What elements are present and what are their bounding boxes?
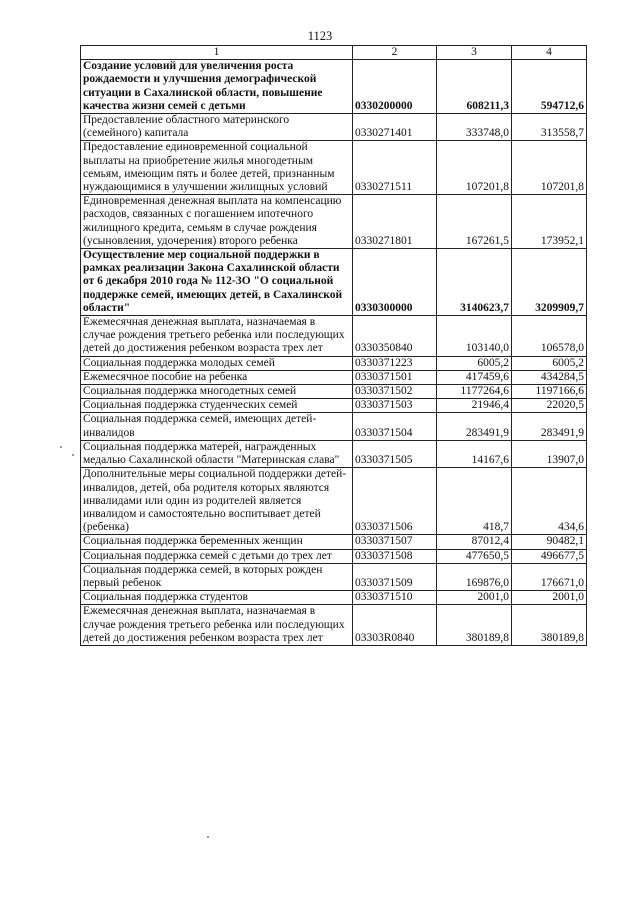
scan-speck [207, 836, 209, 838]
row-code: 0330200000 [353, 60, 437, 114]
row-name: Социальная поддержка семей с детьми до трех лет [81, 549, 353, 563]
row-code: 0330271511 [353, 141, 437, 195]
scan-speck [60, 446, 62, 448]
row-value-col4: 496677,5 [512, 549, 587, 563]
row-value-col4: 107201,8 [512, 141, 587, 195]
row-value-col4: 6005,2 [512, 356, 587, 370]
row-value-col4: 173952,1 [512, 195, 587, 249]
row-value-col4: 2001,0 [512, 591, 587, 605]
row-code: 0330271801 [353, 195, 437, 249]
row-code: 0330371501 [353, 370, 437, 384]
row-name: Ежемесячная денежная выплата, назначаемая в случае рождения третьего ребенка или последующих детей до достижения ребенком возраста трех лет [81, 316, 353, 357]
row-value-col4: 176671,0 [512, 563, 587, 590]
table-row [81, 60, 587, 114]
row-name: Предоставление единовременной социальной выплаты на приобретение жилья многодетным семьям, имеющим пять и более детей, признанным нуждающимися в улучшении жилищных условий [81, 141, 353, 195]
row-code: 03303R0840 [353, 605, 437, 646]
row-code: 0330371505 [353, 440, 437, 467]
budget-table [80, 45, 587, 646]
row-value-col3: 1177264,6 [437, 385, 512, 399]
row-code: 0330371506 [353, 468, 437, 535]
table-row [81, 370, 587, 384]
row-name: Социальная поддержка многодетных семей [81, 385, 353, 399]
row-code: 0330371223 [353, 356, 437, 370]
row-value-col3: 477650,5 [437, 549, 512, 563]
row-code: 0330371504 [353, 413, 437, 440]
table-row [81, 316, 587, 357]
row-name: Социальная поддержка семей, в которых рожден первый ребенок [81, 563, 353, 590]
row-code: 0330350840 [353, 316, 437, 357]
row-name: Ежемесячная денежная выплата, назначаемая в случае рождения третьего ребенка или последующих детей до достижения ребенком возраста трех лет [81, 605, 353, 646]
table-row [81, 468, 587, 535]
row-value-col4: 434,6 [512, 468, 587, 535]
column-header-4: 4 [512, 46, 587, 60]
row-name: Единовременная денежная выплата на компенсацию расходов, связанных с погашением ипотечного жилищного кредита, семьям в случае рождения (усыновления, удочерения) второго ребенка [81, 195, 353, 249]
row-value-col4: 283491,9 [512, 413, 587, 440]
table-row [81, 356, 587, 370]
scan-speck [72, 454, 74, 456]
row-value-col3: 2001,0 [437, 591, 512, 605]
row-name: Осуществление мер социальной поддержки в рамках реализации Закона Сахалинской области от 6 декабря 2010 года № 112-ЗО "О социальной поддержке семей, имеющих детей, в Сахалинской области" [81, 249, 353, 316]
row-code: 0330371509 [353, 563, 437, 590]
row-code: 0330371507 [353, 535, 437, 549]
row-name: Предоставление областного материнского (семейного) капитала [81, 114, 353, 141]
table-row [81, 605, 587, 646]
header-row [81, 46, 587, 60]
row-value-col3: 3140623,7 [437, 249, 512, 316]
table-row [81, 563, 587, 590]
row-name: Социальная поддержка беременных женщин [81, 535, 353, 549]
table-row [81, 114, 587, 141]
row-value-col3: 103140,0 [437, 316, 512, 357]
table-row [81, 195, 587, 249]
row-value-col4: 22020,5 [512, 399, 587, 413]
table-row [81, 535, 587, 549]
row-name: Социальная поддержка матерей, награжденных медалью Сахалинской области "Материнская слава" [81, 440, 353, 467]
row-name: Социальная поддержка студенческих семей [81, 399, 353, 413]
table-row [81, 141, 587, 195]
row-value-col3: 333748,0 [437, 114, 512, 141]
row-value-col3: 87012,4 [437, 535, 512, 549]
table-row [81, 549, 587, 563]
row-value-col4: 594712,6 [512, 60, 587, 114]
row-value-col4: 434284,5 [512, 370, 587, 384]
page-number: 1123 [307, 29, 333, 43]
table-row [81, 413, 587, 440]
row-value-col3: 14167,6 [437, 440, 512, 467]
column-header-2: 2 [353, 46, 437, 60]
table-row [81, 399, 587, 413]
column-header-1: 1 [81, 46, 353, 60]
row-value-col4: 106578,0 [512, 316, 587, 357]
table-row [81, 440, 587, 467]
column-header-3: 3 [437, 46, 512, 60]
row-code: 0330371510 [353, 591, 437, 605]
table-row [81, 385, 587, 399]
row-name: Создание условий для увеличения роста рождаемости и улучшения демографической ситуации в Сахалинской области, повышение качества жизни семей с детьми [81, 60, 353, 114]
row-code: 0330371503 [353, 399, 437, 413]
table-row [81, 249, 587, 316]
row-value-col4: 1197166,6 [512, 385, 587, 399]
row-value-col4: 313558,7 [512, 114, 587, 141]
row-value-col3: 169876,0 [437, 563, 512, 590]
row-value-col3: 21946,4 [437, 399, 512, 413]
row-value-col3: 283491,9 [437, 413, 512, 440]
row-value-col3: 107201,8 [437, 141, 512, 195]
row-code: 0330371508 [353, 549, 437, 563]
row-value-col3: 380189,8 [437, 605, 512, 646]
row-code: 0330300000 [353, 249, 437, 316]
row-value-col3: 6005,2 [437, 356, 512, 370]
row-value-col3: 167261,5 [437, 195, 512, 249]
row-value-col3: 608211,3 [437, 60, 512, 114]
row-code: 0330271401 [353, 114, 437, 141]
row-name: Социальная поддержка семей, имеющих детей-инвалидов [81, 413, 353, 440]
row-code: 0330371502 [353, 385, 437, 399]
row-value-col4: 380189,8 [512, 605, 587, 646]
row-value-col3: 417459,6 [437, 370, 512, 384]
row-value-col4: 3209909,7 [512, 249, 587, 316]
row-value-col3: 418,7 [437, 468, 512, 535]
row-name: Ежемесячное пособие на ребенка [81, 370, 353, 384]
table-row [81, 591, 587, 605]
row-name: Дополнительные меры социальной поддержки детей-инвалидов, детей, оба родителя которых являются инвалидами или один из родителей является инвалидом и самостоятельно воспитывает детей (ребенка) [81, 468, 353, 535]
row-name: Социальная поддержка молодых семей [81, 356, 353, 370]
row-name: Социальная поддержка студентов [81, 591, 353, 605]
row-value-col4: 13907,0 [512, 440, 587, 467]
row-value-col4: 90482,1 [512, 535, 587, 549]
